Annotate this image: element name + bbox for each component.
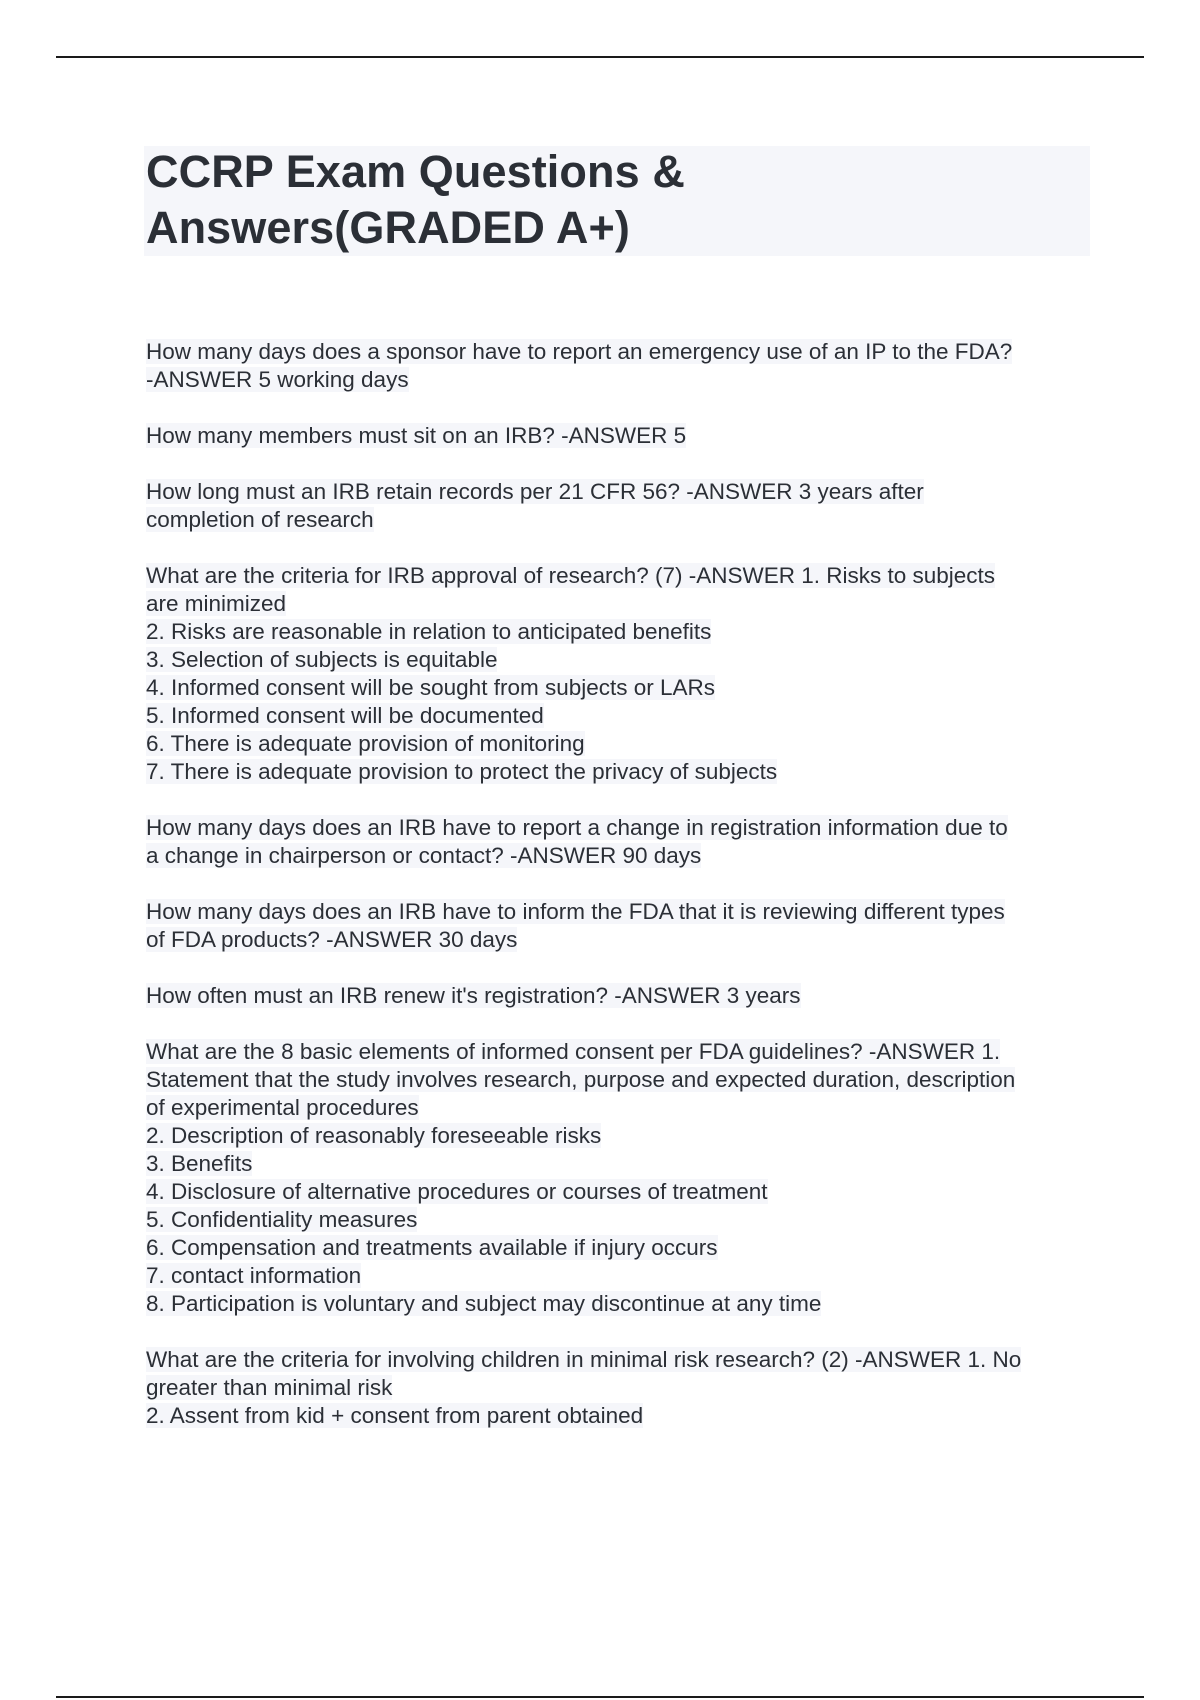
qa-line (146, 1094, 1096, 1122)
qa-line (146, 478, 1096, 506)
qa-line-text: How long must an IRB retain records per 21 CFR 56? -ANSWER 3 years after (146, 479, 924, 504)
qa-line (146, 842, 1096, 870)
qa-line (146, 1206, 1096, 1234)
qa-line (146, 1066, 1096, 1094)
title-line-1: CCRP Exam Questions & (146, 146, 685, 197)
qa-line (146, 618, 1096, 646)
qa-line (146, 1262, 1096, 1290)
qa-line (146, 590, 1096, 618)
qa-item (146, 562, 1096, 786)
qa-item (146, 982, 1096, 1010)
qa-line-text: 2. Description of reasonably foreseeable risks (146, 1123, 602, 1148)
qa-line-text: 4. Informed consent will be sought from subjects or LARs (146, 675, 716, 700)
qa-line (146, 562, 1096, 590)
bottom-rule (56, 1696, 1144, 1698)
qa-line (146, 926, 1096, 954)
qa-line (146, 1402, 1096, 1430)
qa-line (146, 1150, 1096, 1178)
qa-line (146, 730, 1096, 758)
qa-item (146, 814, 1096, 870)
qa-line-text: completion of research (146, 507, 374, 532)
qa-item (146, 1346, 1096, 1430)
qa-line (146, 1346, 1096, 1374)
top-rule (56, 56, 1144, 58)
qa-line (146, 1038, 1096, 1066)
qa-line-text: 2. Risks are reasonable in relation to anticipated benefits (146, 619, 712, 644)
qa-line-text: of FDA products? -ANSWER 30 days (146, 927, 518, 952)
qa-item (146, 1038, 1096, 1318)
qa-line-text: What are the 8 basic elements of informed consent per FDA guidelines? -ANSWER 1. (146, 1039, 1001, 1064)
qa-line-text: 7. contact information (146, 1263, 362, 1288)
qa-line-text: 3. Selection of subjects is equitable (146, 647, 498, 672)
qa-line (146, 898, 1096, 926)
qa-line (146, 1234, 1096, 1262)
qa-line (146, 1290, 1096, 1318)
qa-line (146, 646, 1096, 674)
qa-line (146, 366, 1096, 394)
qa-line (146, 422, 1096, 450)
qa-line-text: How many members must sit on an IRB? -ANSWER 5 (146, 423, 687, 448)
qa-line-text: 7. There is adequate provision to protect the privacy of subjects (146, 759, 778, 784)
qa-line-text: How many days does a sponsor have to report an emergency use of an IP to the FDA? (146, 339, 1013, 364)
qa-list (146, 338, 1096, 1458)
qa-line (146, 814, 1096, 842)
qa-line (146, 506, 1096, 534)
page-title (146, 144, 866, 256)
qa-line-text: greater than minimal risk (146, 1375, 393, 1400)
qa-line-text: How often must an IRB renew it's registration? -ANSWER 3 years (146, 983, 801, 1008)
qa-line-text: 5. Informed consent will be documented (146, 703, 544, 728)
title-line-2: Answers(GRADED A+) (146, 202, 630, 253)
qa-line-text: 6. There is adequate provision of monitoring (146, 731, 585, 756)
qa-line-text: What are the criteria for involving children in minimal risk research? (2) -ANSWER 1. No (146, 1347, 1022, 1372)
qa-line-text: of experimental procedures (146, 1095, 419, 1120)
qa-line (146, 1374, 1096, 1402)
qa-line-text: 2. Assent from kid + consent from parent obtained (146, 1403, 644, 1428)
qa-line (146, 1122, 1096, 1150)
qa-line-text: are minimized (146, 591, 287, 616)
qa-line-text: How many days does an IRB have to report a change in registration information due to (146, 815, 1008, 840)
qa-line-text: a change in chairperson or contact? -ANSWER 90 days (146, 843, 702, 868)
qa-line-text: 3. Benefits (146, 1151, 253, 1176)
qa-line (146, 674, 1096, 702)
qa-line-text: 8. Participation is voluntary and subject may discontinue at any time (146, 1291, 822, 1316)
qa-line-text: 4. Disclosure of alternative procedures or courses of treatment (146, 1179, 768, 1204)
qa-item (146, 422, 1096, 450)
qa-line (146, 1178, 1096, 1206)
qa-item (146, 898, 1096, 954)
qa-line-text: Statement that the study involves research, purpose and expected duration, description (146, 1067, 1016, 1092)
qa-line (146, 702, 1096, 730)
qa-line-text: 6. Compensation and treatments available if injury occurs (146, 1235, 718, 1260)
qa-line-text: -ANSWER 5 working days (146, 367, 409, 392)
qa-item (146, 478, 1096, 534)
qa-line (146, 982, 1096, 1010)
qa-line (146, 338, 1096, 366)
qa-line-text: 5. Confidentiality measures (146, 1207, 418, 1232)
qa-item (146, 338, 1096, 394)
qa-line-text: How many days does an IRB have to inform the FDA that it is reviewing different types (146, 899, 1005, 924)
qa-line (146, 758, 1096, 786)
qa-line-text: What are the criteria for IRB approval of research? (7) -ANSWER 1. Risks to subjects (146, 563, 996, 588)
